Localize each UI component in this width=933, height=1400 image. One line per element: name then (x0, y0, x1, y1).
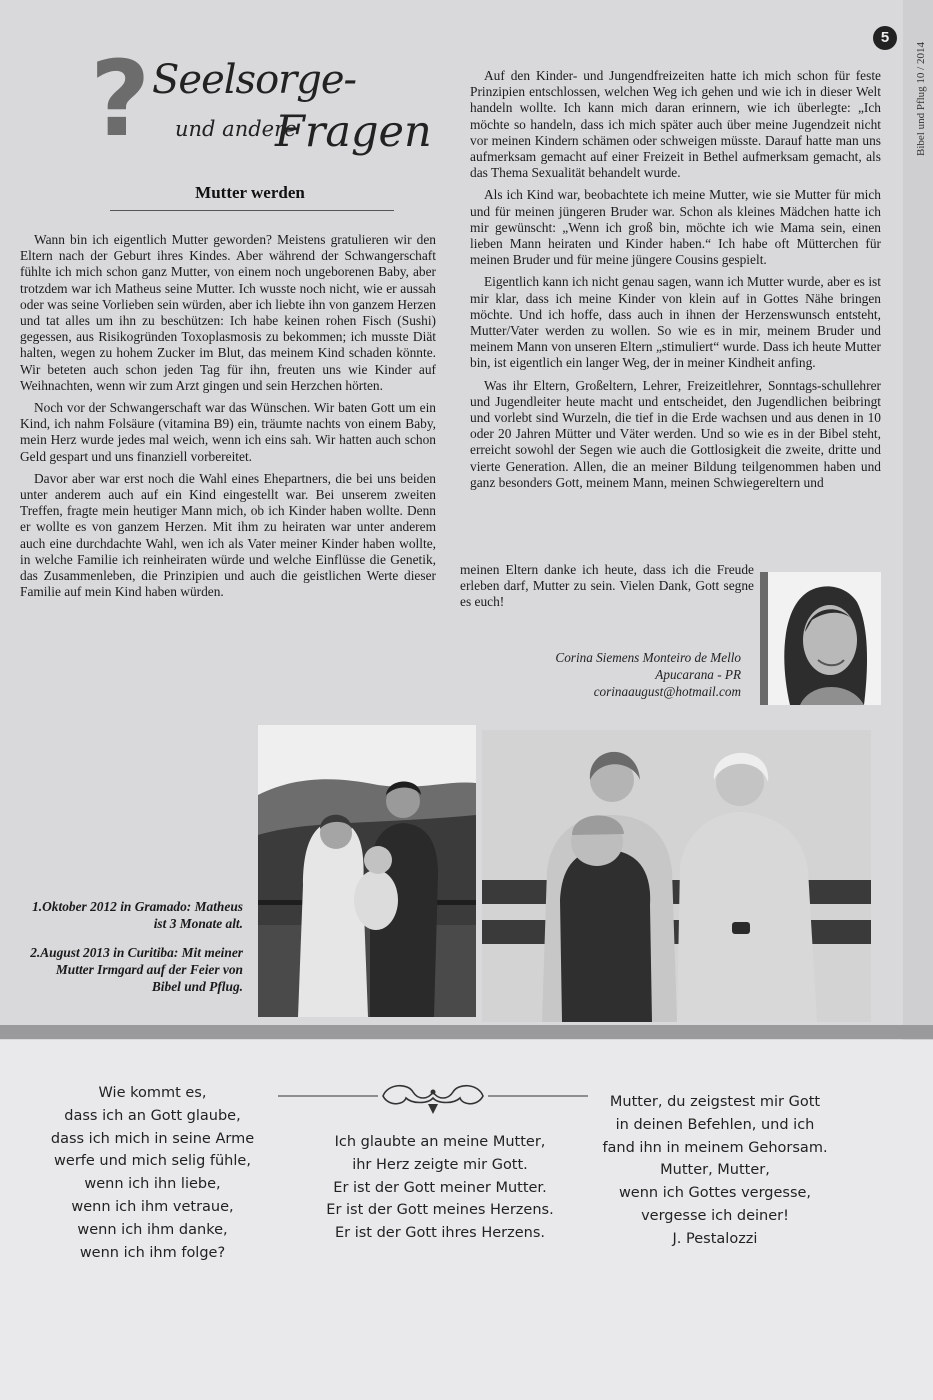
poem-line: Er ist der Gott meines Herzens. (326, 1202, 554, 1219)
poem-line: Er ist der Gott meiner Mutter. (333, 1179, 547, 1196)
paragraph: Davor aber war erst noch die Wahl eines Ehepartners, die bei uns beiden unter anderem auch auf ein Kind eingestellt war. Bei unserem zweiten Treffen, fragte mein heutiger Mann mich, ob ich Kinder haben wollte. Denn er wollte es von ganzem Herzen. Mit ihm zu heiraten war unter anderem auch eine durchdachte Wahl, wen ich als Vater meiner Kinder haben wollte, in welche Familie ich reinheiraten würde und welche Einflüsse die Genetik, das Zusammenleben, die Prinzipien und auch die geistlichen Werte dieser Familie auf mein Kind haben würden. (20, 470, 436, 600)
page-spine (903, 0, 933, 1040)
column-logo (90, 38, 432, 180)
paragraph: Wann bin ich eigentlich Mutter geworden? Meistens gratulieren wir den Eltern nach der Geburt ihres Kindes. Aber während der Schwangerschaft fühlte ich mich schon ganz Mutter, von einem noch ungeborenen Baby, aber trotzdem war ich Matheus seine Mutter. Ich wusste noch nicht, wie er aussah oder was seine Vorlieben sein würden, aber ich liebte ihn von ganzem Herzen und tat alles um ihn zu beschützen: Ich habe keinen rohen Fisch (Sushi) gegessen, aus Risikogründen Toxoplasmosis zu bekommen; ich musste Diät halten, wegen zu hohem Zucker im Blut, das meinem Kind schaden könnte. Wir beteten auch schon jeden Tag für ihn, freuten uns wie Kinder auf Weihnachten, wenn wir zum Arzt gingen und sein Herzchen hörten. (20, 232, 436, 393)
paragraph: Eigentlich kann ich nicht genau sagen, wann ich Mutter wurde, aber es ist mir klar, dass ich meine Kinder von klein auf in Gottes Nähe bringen möchte. Und ich hoffe, dass auch in ihnen der Herzenswunsch entsteht, Mutter/Vater werden zu wollen. So wie es in mir, meinem Bruder und meinem Mann von unseren Eltern „stimuliert“ wurde. Dass ich heute Mutter bin, ist eigentlich ein langer Weg, der in meiner Kindheit anfing. (470, 274, 881, 371)
poem-left (25, 1082, 280, 1264)
poem-line: werfe und mich selig fühle, (54, 1153, 251, 1170)
poem-line: Mutter, Mutter, (660, 1162, 770, 1179)
caption-photo-1: 1.Oktober 2012 in Gramado: Matheus ist 3 Monate alt. (32, 899, 243, 931)
poem-middle (285, 1131, 595, 1245)
author-name: Corina Siemens Monteiro de Mello (555, 650, 741, 665)
logo-line-2: und andere (175, 117, 297, 141)
paragraph: Noch vor der Schwangerschaft war das Wünschen. Wir baten Gott um ein Kind, ich nahm Folsäure (vitamina B9) ein, träumte nachts von einem Baby, mein Herz wurde jedes mal weich, wenn ich eins sah. Wir hatten auch schon Geld gespart und uns finanziell vorbereitet. (20, 400, 436, 464)
poem-line: fand ihn in meinem Gehorsam. (602, 1139, 828, 1156)
poem-line: wenn ich ihn liebe, (84, 1176, 221, 1193)
poem-author: J. Pestalozzi (672, 1230, 758, 1247)
article-column-right (470, 68, 881, 497)
logo-line-1: Seelsorge- (152, 57, 357, 103)
poem-line: wenn ich ihm vetraue, (71, 1198, 234, 1215)
magazine-side-title: Bibel und Pflug 10 / 2014 (915, 42, 927, 156)
poem-line: Wie kommt es, (98, 1085, 207, 1101)
poem-line: Er ist der Gott ihres Herzens. (334, 1225, 545, 1242)
author-signature (500, 649, 741, 700)
family-photo-gramado (258, 725, 476, 1017)
article-column-left (20, 232, 436, 606)
poem-line: ihr Herz zeigte mir Gott. (352, 1156, 528, 1173)
poem-line: wenn ich Gottes vergesse, (618, 1185, 812, 1202)
poem-line: wenn ich ihm danke, (77, 1221, 228, 1238)
poem-line: Mutter, du zeigstest mir Gott (609, 1094, 821, 1110)
poem-line: Ich glaubte an meine Mutter, (334, 1134, 546, 1150)
paragraph: meinen Eltern danke ich heute, dass ich die Freude erleben darf, Mutter zu sein. Vielen Dank, Gott segne es euch! (460, 562, 754, 610)
article-title: Mutter werden (195, 183, 305, 202)
article-column-right-tail (460, 562, 754, 617)
photo-captions (28, 898, 243, 1007)
paragraph: Als ich Kind war, beobachtete ich meine Mutter, wie sie Mutter für mich und für meinen jüngeren Bruder war. Schon als kleines Mädchen hatte ich mir gewünscht: „Wenn ich groß bin, möchte ich wie Mama sein, einen lieben Mann heiraten und Kinder haben.“ Ich habe oft Mütterchen für meinen Bruder und für meine jüngere Cousins gespielt. (470, 187, 881, 268)
section-divider-band (0, 1025, 933, 1039)
title-divider (110, 210, 394, 211)
poem-right (590, 1091, 840, 1251)
paragraph: Was ihr Eltern, Großeltern, Lehrer, Freizeitlehrer, Sonntags-schullehrer und Jugendleiter heute macht und entscheidet, den Jugendlichen beibringt und vorlebt sind Wurzeln, die tief in die Erde wachsen und aus denen in 10 oder 20 Jahren Mütter und Väter werden. Und so wie es in der Bibel steht, erreicht sowohl der Segen wie auch die Gottlosigkeit die zweite, dritte und vierte Generation. Allen, die an meiner Bildung teilgenommen haben und ganz besonders Gott, meinem Mann, meinen Schwiegereltern und (470, 377, 881, 490)
poem-line: dass ich an Gott glaube, (64, 1107, 241, 1124)
poem-line: in deinen Befehlen, und ich (615, 1116, 815, 1133)
logo-line-3: Fragen (275, 107, 432, 157)
author-portrait-photo (760, 572, 881, 705)
ornament-divider-icon (278, 1078, 588, 1118)
caption-photo-2: 2.August 2013 in Curitiba: Mit meiner Mutter Irmgard auf der Feier von Bibel und Pflug. (30, 945, 243, 994)
page-number: 5 (873, 26, 897, 50)
poem-line: dass ich mich in seine Arme (50, 1130, 255, 1147)
poem-line: wenn ich ihm folge? (79, 1244, 226, 1261)
paragraph: Auf den Kinder- und Jungendfreizeiten hatte ich mich schon für feste Prinzipien entschlossen, welchen Weg ich gehen und wie ich in dieser Welt handeln wollte. Ich kann mich daran erinnern, wie ich überlegte: „Ich möchte so handeln, dass ich mich später auch über meine Jugendzeit nicht vor meinen Kindern schämen oder schweigen müsste. Darauf hatte man uns aufmerksam gemacht auf einer Freizeit in Bethel aufmerksam gemacht, als das Thema Sexualität behandelt wurde. (470, 68, 881, 181)
poem-line: vergesse ich deiner! (641, 1207, 789, 1224)
author-email: corinaaugust@hotmail.com (593, 684, 741, 699)
author-place: Apucarana - PR (655, 667, 741, 682)
question-mark-icon: ? (90, 38, 151, 160)
family-photo-curitiba (482, 730, 871, 1022)
